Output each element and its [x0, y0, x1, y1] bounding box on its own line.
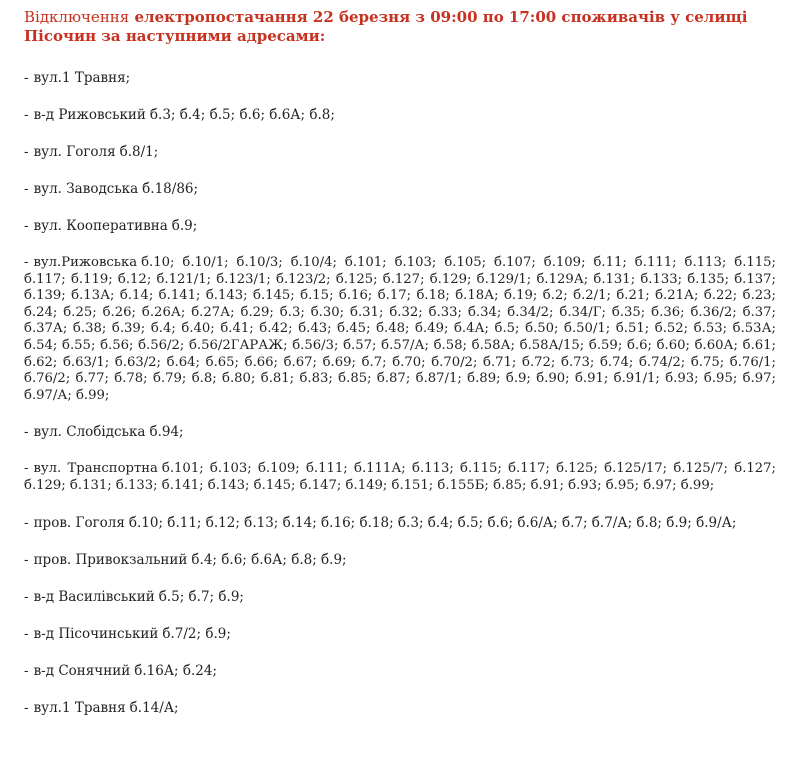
street-name: в-д Рижовський: [33, 107, 146, 123]
list-dash: -: [24, 514, 29, 531]
street-name: вул. Гоголя: [33, 144, 116, 160]
house-numbers: б.10; б.11; б.12; б.13; б.14; б.16; б.18; б.3; б.4; б.5; б.6; б.6/А; б.7; б.7/А; б.8; б.9; б.9/А;: [128, 514, 737, 531]
list-dash: -: [24, 588, 29, 605]
house-numbers: б.94;: [149, 424, 184, 441]
address-item: [24, 181, 776, 198]
address-item: [24, 107, 776, 124]
list-dash: -: [24, 699, 29, 716]
street-name: в-д Сонячний: [33, 662, 131, 679]
street-name: вул. Кооперативна: [33, 218, 168, 234]
list-dash: -: [24, 461, 29, 477]
list-dash: -: [24, 662, 29, 679]
house-numbers: б.16А; б.24;: [134, 662, 218, 679]
address-item: [24, 663, 776, 680]
house-numbers: б.10; б.10/1; б.10/3; б.10/4; б.101; б.103; б.105; б.107; б.109; б.11; б.111; б.113; б.115; б.117; б.119; б.12; б.121/1; б.123/1; б.123/2; б.125; б.127; б.129; б.129/1; б.129А; б.131; б.133; б.135; б.137; б.139; б.13А; б.14; б.141; б.143; б.145; б.15; б.16; б.17; б.18; б.18А; б.19; б.2; б.2/1; б.21; б.21А; б.22; б.23; б.24; б.25; б.26; б.26А; б.27А; б.29; б.3; б.30; б.31; б.32; б.33; б.34; б.34/2; б.34/Г; б.35; б.36; б.36/2; б.37; б.37А; б.38; б.39; б.4; б.40; б.41; б.42; б.43; б.45; б.48; б.49; б.4А; б.5; б.50; б.50/1; б.51; б.52; б.53; б.53А; б.54; б.55; б.56; б.56/2; б.56/2ГАРАЖ; б.56/3; б.57; б.57/А; б.58; б.58А; б.58А/15; б.59; б.6; б.60; б.60А; б.61; б.62; б.63/1; б.63/2; б.64; б.65; б.66; б.67; б.69; б.7; б.70; б.70/2; б.71; б.72; б.73; б.74; б.74/2; б.75; б.76/1; б.76/2; б.77; б.78; б.79; б.8; б.80; б.81; б.83; б.85; б.87; б.87/1; б.89; б.9; б.90; б.91; б.91/1; б.93; б.95; б.97; б.97/А; б.99;: [24, 255, 776, 403]
address-item: [24, 70, 776, 87]
street-name: вул. Заводська: [33, 181, 139, 197]
house-numbers: б.7/2; б.9;: [162, 625, 231, 642]
address-item: [24, 589, 776, 606]
street-name: пров. Гоголя: [33, 514, 125, 531]
list-dash: -: [24, 424, 29, 441]
street-name: вул. Транспортна: [33, 461, 158, 477]
list-dash: -: [24, 551, 29, 568]
heading-lead: Відключення: [24, 8, 130, 26]
street-name: вул.1 Травня: [33, 699, 126, 716]
list-dash: -: [24, 218, 29, 234]
street-name: в-д Пісочинський: [33, 625, 159, 642]
heading-text: електропостачання 22 березня з 09:00 по 17:00 споживачів у селищі Пісочин за наступними адресами:: [24, 8, 748, 45]
house-numbers: б.3; б.4; б.5; б.6; б.6А; б.8;: [149, 107, 335, 123]
address-item: [24, 424, 776, 441]
address-item: [24, 552, 776, 569]
address-item: [24, 144, 776, 161]
address-item: [24, 255, 776, 404]
house-numbers: б.8/1;: [119, 144, 159, 160]
street-name: вул.Рижовська: [33, 255, 138, 270]
address-item: [24, 626, 776, 643]
list-dash: -: [24, 255, 29, 270]
house-numbers: б.18/86;: [142, 181, 199, 197]
list-dash: -: [24, 70, 29, 86]
address-item: [24, 700, 776, 717]
house-numbers: б.5; б.7; б.9;: [158, 588, 244, 605]
street-name: в-д Василівський: [33, 588, 155, 605]
house-numbers: б.101; б.103; б.109; б.111; б.111А; б.113; б.115; б.117; б.125; б.125/17; б.125/7; б.127; б.129; б.131; б.133; б.141; б.143; б.145; б.147; б.149; б.151; б.155Б; б.85; б.91; б.93; б.95; б.97; б.99;: [24, 461, 776, 493]
street-name: пров. Привокзальний: [33, 551, 188, 568]
address-item: [24, 461, 776, 494]
address-item: [24, 218, 776, 235]
address-item: [24, 515, 776, 532]
street-name: вул. Слобідська: [33, 424, 146, 441]
list-dash: -: [24, 625, 29, 642]
house-numbers: б.4; б.6; б.6А; б.8; б.9;: [191, 551, 347, 568]
list-dash: -: [24, 107, 29, 123]
announcement-heading: [24, 8, 776, 46]
list-dash: -: [24, 144, 29, 160]
house-numbers: б.9;: [171, 218, 198, 234]
street-name: вул.1 Травня;: [33, 70, 131, 86]
list-dash: -: [24, 181, 29, 197]
house-numbers: б.14/А;: [129, 699, 179, 716]
